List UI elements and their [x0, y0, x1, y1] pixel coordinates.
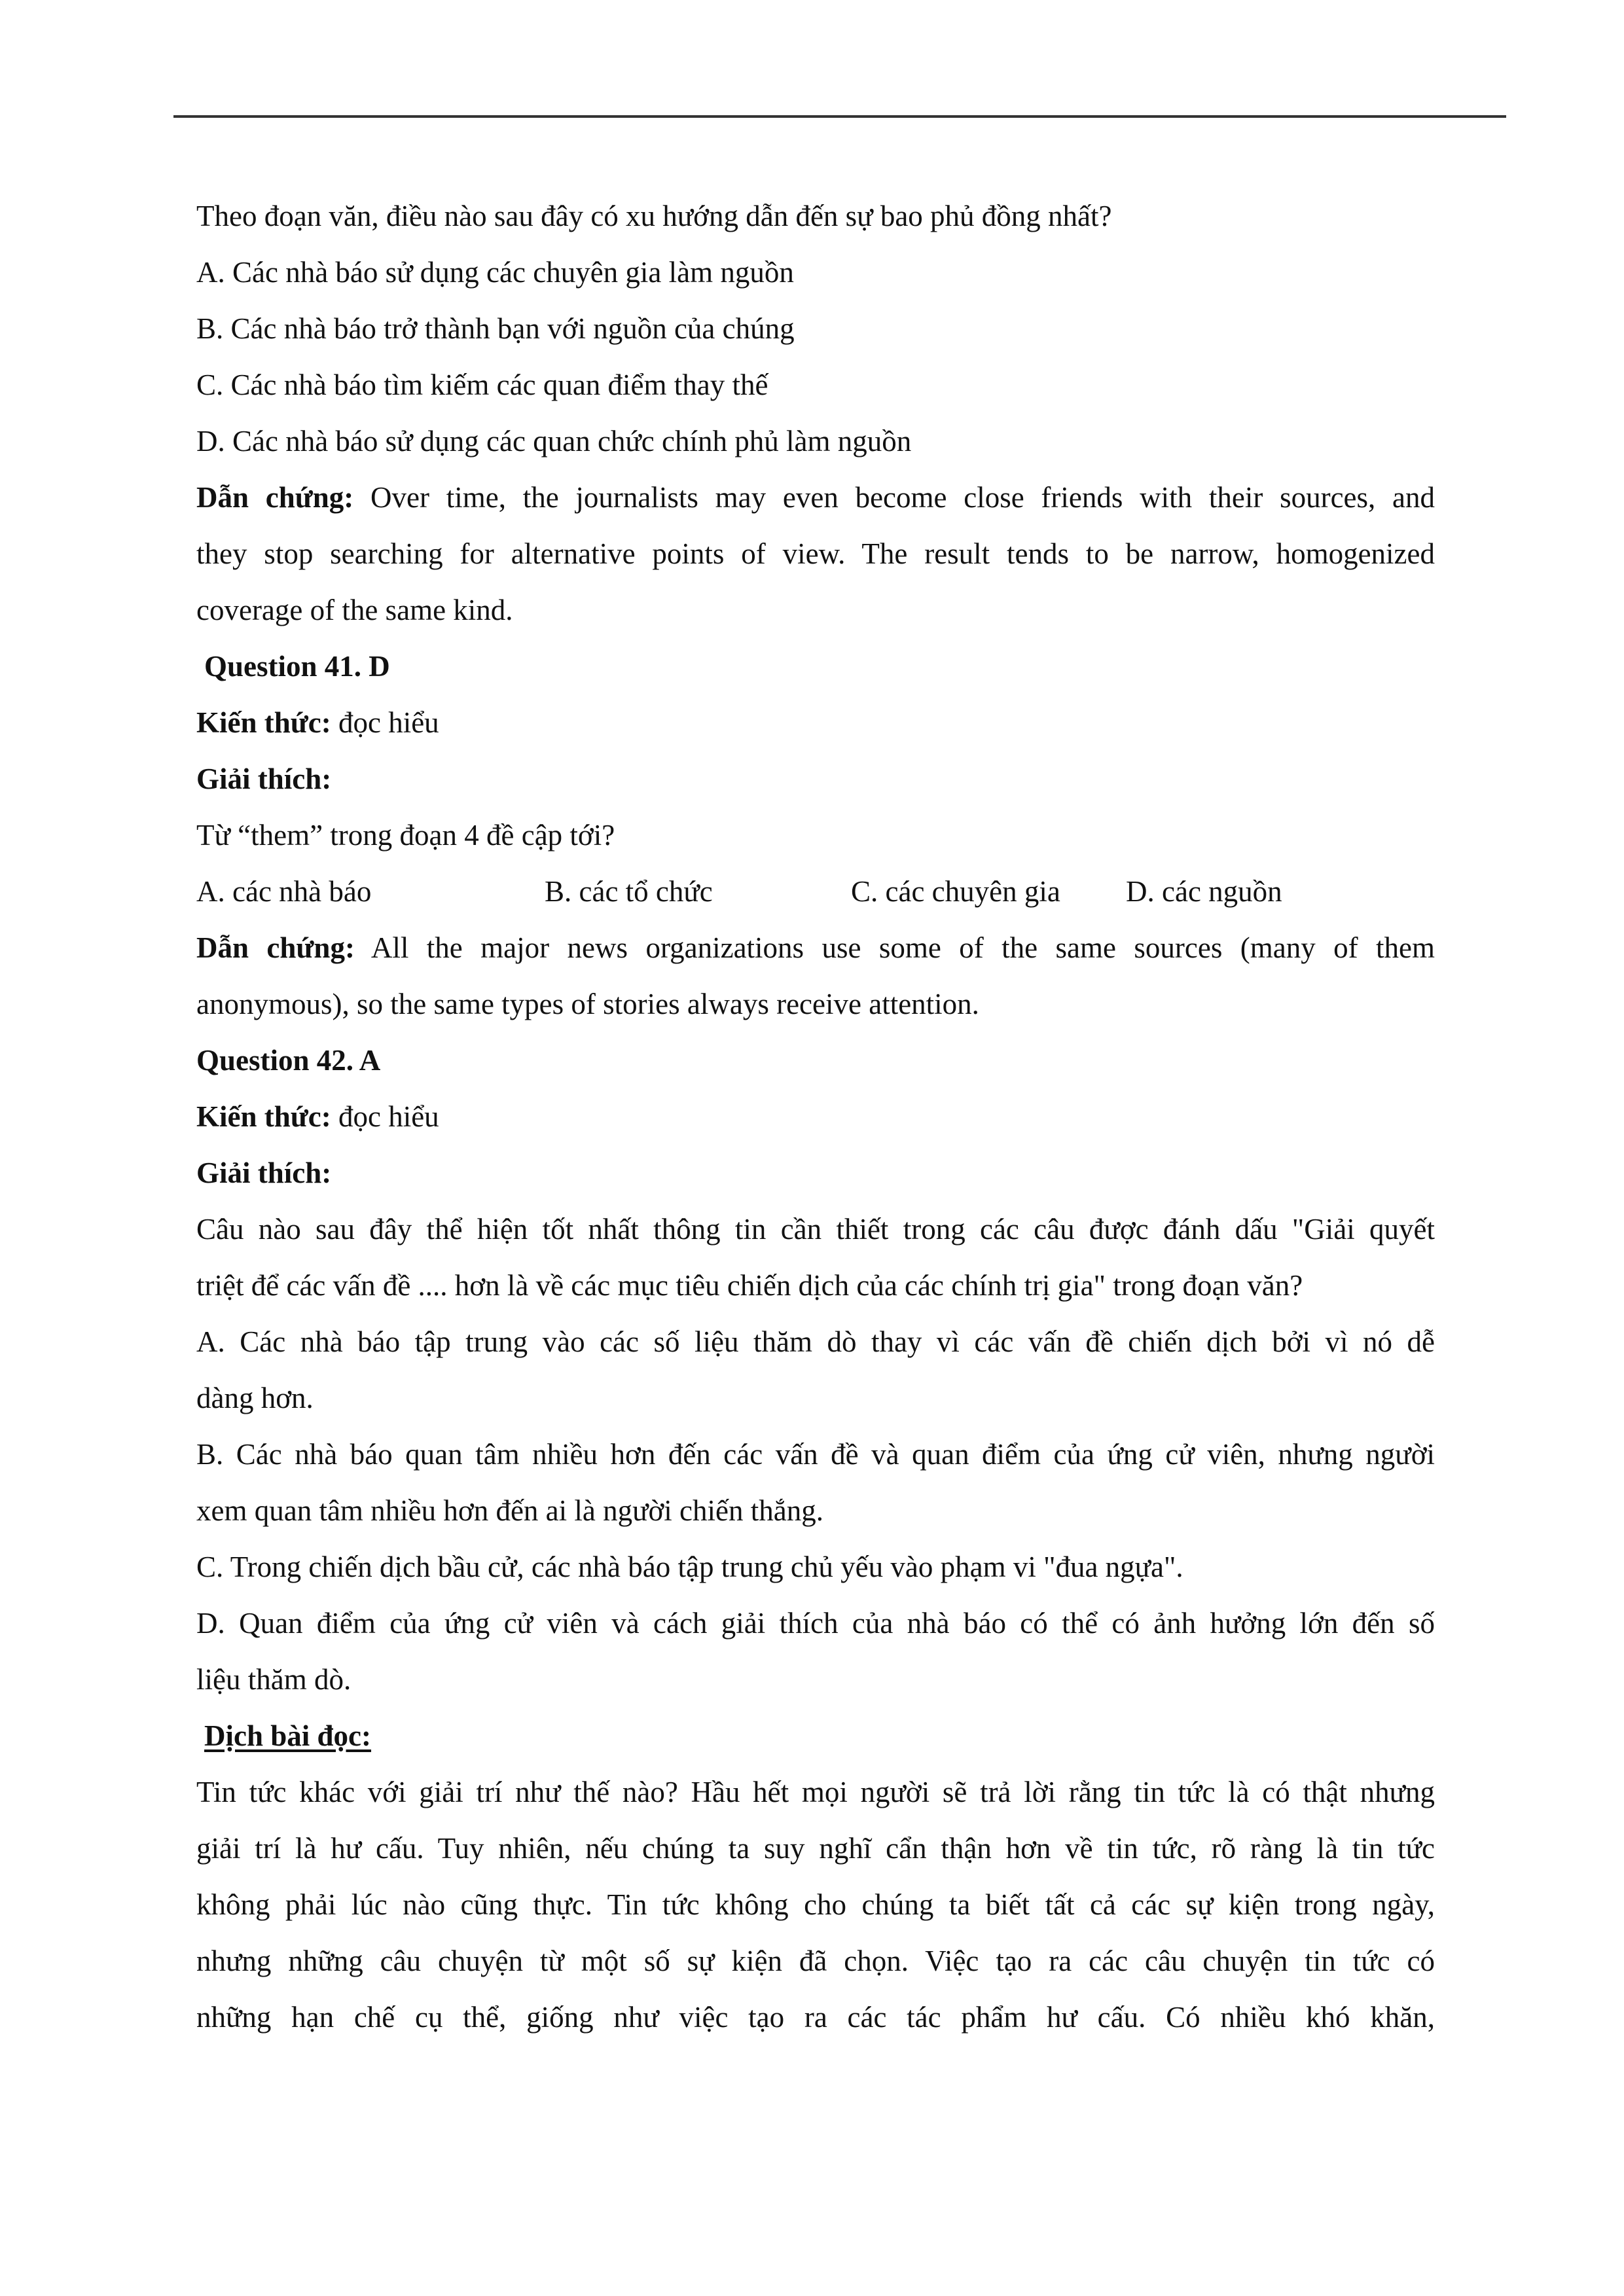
q42-heading-text: Question 42. A — [196, 1044, 381, 1077]
q41-option-c: C. các chuyên gia — [851, 875, 1060, 908]
q40-question: Theo đoạn văn, điều nào sau đây có xu hướng dẫn đến sự bao phủ đồng nhất? — [196, 200, 1112, 232]
q41-option-b: B. các tổ chức — [545, 875, 713, 908]
q40-evidence-text: Over time, the journalists may even become close friends with their sources, and — [370, 481, 1435, 514]
q41-explain-label: Giải thích: — [196, 762, 332, 795]
q42-explain-label: Giải thích: — [196, 1157, 332, 1189]
q40-evidence-line-3: coverage of the same kind. — [196, 594, 513, 626]
q41-explain — [196, 759, 1435, 798]
q42-explain — [196, 1153, 1435, 1193]
q42-option-b-line-1: B. Các nhà báo quan tâm nhiều hơn đến các vấn đề và quan điểm của ứng cử viên, nhưng người — [196, 1438, 1435, 1471]
q42-option-d-line-1: D. Quan điểm của ứng cử viên và cách giải thích của nhà báo có thể có ảnh hưởng lớn đến số — [196, 1607, 1435, 1640]
translation-line-1: Tin tức khác với giải trí như thế nào? Hầu hết mọi người sẽ trả lời rằng tin tức là có thật nhưng — [196, 1776, 1435, 1808]
q42-question-line-1: Câu nào sau đây thể hiện tốt nhất thông tin cần thiết trong các câu được đánh dấu "Giải quyết — [196, 1213, 1435, 1246]
q40-option-d: D. Các nhà báo sử dụng các quan chức chính phủ làm nguồn — [196, 425, 912, 457]
q42-question-line-2: triệt để các vấn đề .... hơn là về các mục tiêu chiến dịch của các chính trị gia" trong đoạn văn? — [196, 1269, 1303, 1302]
q42-knowledge-label: Kiến thức: — [196, 1100, 331, 1133]
header-rule — [173, 115, 1506, 118]
q41-option-d: D. các nguồn — [1126, 875, 1282, 908]
q40-option-c: C. Các nhà báo tìm kiếm các quan điểm thay thế — [196, 368, 768, 401]
q41-option-a: A. các nhà báo — [196, 875, 372, 908]
q41-heading-text: Question 41. D — [204, 650, 390, 683]
q40-option-a: A. Các nhà báo sử dụng các chuyên gia làm nguồn — [196, 256, 794, 289]
q40-evidence-line-1 — [196, 478, 1435, 517]
translation-heading-text: Dịch bài đọc: — [204, 1719, 372, 1752]
q42-option-a-line-2: dàng hơn. — [196, 1382, 314, 1414]
q42-option-a-line-1: A. Các nhà báo tập trung vào các số liệu thăm dò thay vì các vấn đề chiến dịch bởi vì nó dễ — [196, 1325, 1435, 1358]
q41-evidence-line-2: anonymous), so the same types of stories always receive attention. — [196, 988, 979, 1020]
translation-line-5: những hạn chế cụ thể, giống như việc tạo ra các tác phẩm hư cấu. Có nhiều khó khăn, — [196, 2001, 1435, 2034]
q41-evidence-text: All the major news organizations use some of the same sources (many of them — [370, 931, 1435, 964]
q42-option-b-line-2: xem quan tâm nhiều hơn đến ai là người chiến thắng. — [196, 1494, 823, 1527]
q41-knowledge-value: đọc hiểu — [338, 706, 439, 739]
q41-evidence-label: Dẫn chứng: — [196, 931, 355, 964]
q40-evidence-label: Dẫn chứng: — [196, 481, 354, 514]
translation-line-4: nhưng những câu chuyện từ một số sự kiện đã chọn. Việc tạo ra các câu chuyện tin tức có — [196, 1945, 1435, 1977]
q40-option-b: B. Các nhà báo trở thành bạn với nguồn của chúng — [196, 312, 795, 345]
q42-option-c: C. Trong chiến dịch bầu cử, các nhà báo tập trung chủ yếu vào phạm vi "đua ngựa". — [196, 1551, 1183, 1583]
translation-line-2: giải trí là hư cấu. Tuy nhiên, nếu chúng ta suy nghĩ cẩn thận hơn về tin tức, rõ ràng là tin tức — [196, 1832, 1435, 1865]
q42-knowledge — [196, 1097, 1435, 1136]
q42-option-d-line-2: liệu thăm dò. — [196, 1663, 352, 1696]
q41-knowledge — [196, 703, 1435, 742]
q41-heading — [204, 647, 1443, 686]
translation-line-3: không phải lúc nào cũng thực. Tin tức không cho chúng ta biết tất cả các sự kiện trong ngày, — [196, 1888, 1435, 1921]
q41-evidence-line-1 — [196, 928, 1435, 967]
q42-knowledge-value: đọc hiểu — [338, 1100, 439, 1133]
q40-evidence-line-2: they stop searching for alternative points of view. The result tends to be narrow, homogenized — [196, 537, 1435, 570]
q41-question: Từ “them” trong đoạn 4 đề cập tới? — [196, 819, 615, 852]
q41-knowledge-label: Kiến thức: — [196, 706, 331, 739]
q42-heading — [196, 1041, 1435, 1080]
translation-heading — [204, 1716, 1443, 1755]
